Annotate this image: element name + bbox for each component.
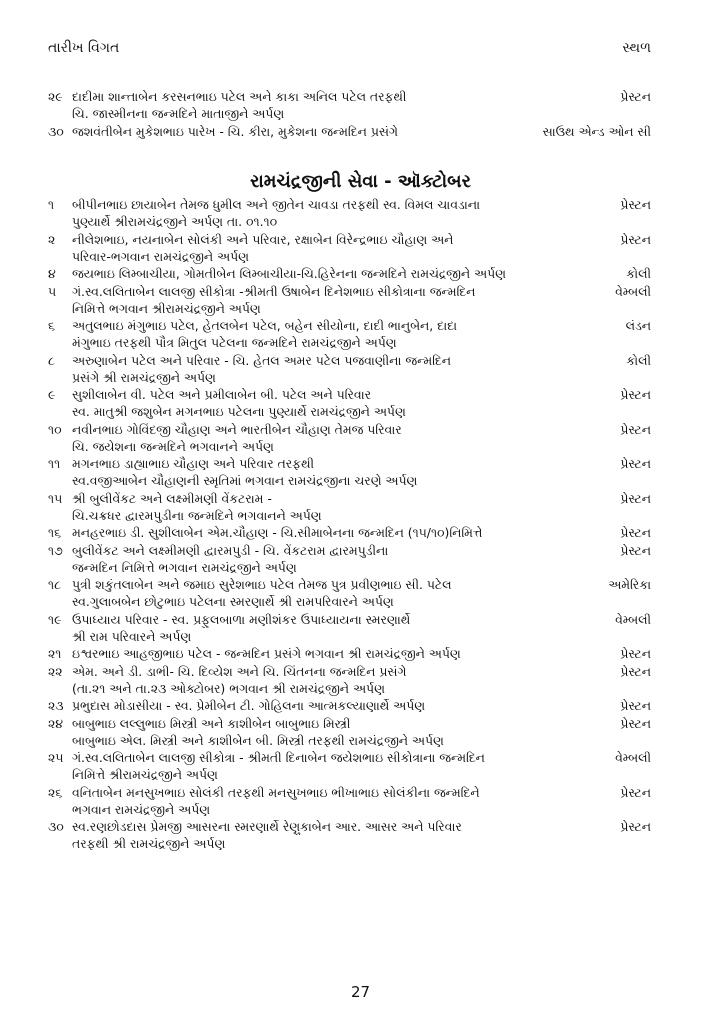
list-item [48,265,651,282]
entry-place: કોલી [626,352,651,368]
entry-place: પ્રેસ્ટન [620,490,651,506]
entry-date: ૧૭ [48,542,63,558]
entry-place: પ્રેસ્ટન [620,421,651,437]
entry-text-continued: ચિ.ચક્રધર દ્વારમપુડીના જન્મદિને ભગવાનને અર્પણ [72,507,322,523]
entry-text-continued: (તા.૨૧ અને તા.૨૩ ઓક્ટોબર) ભગવાન શ્રી રામચંદ્રજીને અર્પણ [72,680,385,696]
entry-place: પ્રેસ્ટન [620,715,651,731]
entry-date: ૩૦ [48,819,64,834]
entry-date: ૫ [48,283,57,299]
entry-date: ૨૫ [48,750,64,765]
entry-text: શ્રી બુલીવેંકટ અને લક્ષ્મીમણી વેંકટરામ - [72,490,272,506]
entry-text: અરુણાબેન પટેલ અને પરિવાર - ચિ. હેતલ અમર પટેલ પજવાણીના જન્મદિન [72,352,452,368]
list-item [48,524,651,541]
entry-date: ૯ [48,387,56,402]
list-item [48,645,651,662]
list-item [48,749,651,783]
date-detail-heading: તારીખ વિગત [48,40,120,56]
entry-text-continued: શ્રી રામ પરિવારને અર્પણ [72,628,192,644]
entry-text-continued: પરિવાર-ભગવાન રામચંદ્રજીને અર્પણ [72,248,249,264]
section-title: રામચંદ્રજીની સેવા - ઑક્ટોબર [250,171,471,192]
entry-date: ૧૬ [48,525,62,540]
entry-date: ૨૨ [48,663,63,679]
entry-text-continued: બાબુભાઇ એલ. મિસ્ત્રી અને કાશીબેન બી. મિસ્ત્રી તરફથી રામચંદ્રજીને અર્પણ [72,732,444,748]
list-item [48,317,651,351]
entry-text-continued: ચિ. જાસ્મીનના જન્મદિને માતાજીને અર્પણ [72,106,285,121]
list-item [48,784,651,818]
entry-place: અમેરિકા [608,577,651,592]
column-header [48,40,651,62]
october-entry-list [48,196,651,853]
list-item [48,611,651,645]
entry-text: સ્વ.રણછોડદાસ પ્રેમજી આસરના સ્મરણાર્થે રેણુકાબેન આર. આસર અને પરિવાર [72,819,462,834]
entry-text: નીલેશભાઇ, નયનાબેન સોલંકી અને પરિવાર, રક્ષાબેન વિરેન્દ્રભાઇ ચૌહાણ અને [72,231,454,247]
entry-text-continued: નિમિત્તે ભગવાન શ્રીરામચંદ્રજીને અર્પણ [72,300,261,316]
list-item [48,576,651,610]
entry-place: વેમ્બલી [615,750,651,765]
entry-place: પ્રેસ્ટન [620,646,651,661]
entry-date: ૧ [48,197,55,212]
top-entry-list [48,88,651,140]
entry-text: સુશીલાબેન વી. પટેલ અને પ્રમીલાબેન બી. પટેલ અને પરિવાર [72,387,372,402]
entry-text-continued: પ્રસંગે શ્રી રામચંદ્રજીને અર્પણ [72,369,216,385]
list-item [48,490,651,524]
list-item [48,196,651,230]
entry-place: લંડન [625,318,651,333]
place-heading: સ્થળ [622,40,651,56]
entry-place: પ્રેસ્ટન [620,231,651,247]
entry-date: ૨ [48,231,56,247]
entry-text: જયભાઇ લિમ્બાચીયા, ગોમતીબેન લિમ્બાચીયા-ચિ.હિરેનના જન્મદિને રામચંદ્રજીને અર્પણ [72,266,506,281]
list-item [48,231,651,265]
entry-text-continued: મંગુભાઇ તરફથી પૌત્ર મિતુલ પટેલના જન્મદિને રામચંદ્રજીને અર્પણ [72,335,397,350]
entry-date: ૨૧ [48,646,62,661]
entry-text: નવીનભાઇ ગોવિંદજી ચૌહાણ અને ભારતીબેન ચૌહાણ તેમજ પરિવાર [72,421,402,437]
entry-date: ૨૪ [48,715,63,731]
entry-place: પ્રેસ્ટન [620,663,651,679]
list-item [48,663,651,697]
entry-date: ૧૯ [48,611,62,627]
entry-text: એમ. અને ડી. ડાભી- ચિ. દિવ્યેશ અને ચિ. ચિંતનના જન્મદિન પ્રસંગે [72,663,407,679]
entry-text: મગનભાઇ ડાહ્યાભાઇ ચૌહાણ અને પરિવાર તરફથી [72,456,315,471]
entry-date: ૪ [48,266,56,281]
entry-text: મનહરભાઇ ડી. સુશીલાબેન એમ.ચૌહાણ - ચિ.સીમાબેનના જન્મદિન (૧૫/૧૦)નિમિત્તે [72,525,483,540]
list-item [48,352,651,386]
entry-text: ગં.સ્વ.લલિતાબેન લાલજી સીકોત્રા -શ્રીમતી ઉષાબેન દિનેશભાઇ સીકોત્રાના જન્મદિન [72,283,476,299]
entry-text-continued: પુણ્યાર્થે શ્રીરામચંદ્રજીને અર્પણ તા. ૦૧.૧૦ [72,214,278,229]
entry-text: પ્રભુદાસ મોડાસીયા - સ્વ. પ્રેમીબેન ટી. ગોહિલના આત્મકલ્યાણાર્થે અર્પણ [72,698,426,713]
entry-place: પ્રેસ્ટન [620,784,651,800]
entry-place: પ્રેસ્ટન [620,542,651,558]
entry-date: ૧૫ [48,490,63,506]
list-item [48,542,651,576]
entry-text-continued: સ્વ. માતુશ્રી જશુબેન મગનભાઇ પટેલના પુણ્યાર્થે રામચંદ્રજીને અર્પણ [72,404,406,419]
entry-place: કોલી [626,266,651,281]
list-item [48,386,651,420]
list-item [48,283,651,317]
entry-date: ૨૬ [48,784,63,800]
entry-place: પ્રેસ્ટન [620,525,651,540]
entry-text: વનિતાબેન મનસુખભાઇ સોલંકી તરફથી મનસુખભાઇ ભીખાભાઇ સોલંકીના જન્મદિને [72,784,480,800]
entry-place: પ્રેસ્ટન [620,456,651,471]
entry-place: પ્રેસ્ટન [620,197,651,212]
entry-text-continued: સ્વ.ગુલાબબેન છોટુભાઇ પટેલના સ્મરણાર્થે શ્રી રામપરિવારને અર્પણ [72,594,394,609]
list-item [48,715,651,749]
entry-place: પ્રેસ્ટન [620,698,651,713]
entry-date: ૬ [48,318,55,333]
entry-text: દાદીમા શાન્તાબેન કરસનભાઇ પટેલ અને કાકા અનિલ પટેલ તરફથી [72,89,407,104]
list-item [48,697,651,714]
list-item [48,421,651,455]
entry-text: અતુલભાઇ મંગુભાઇ પટેલ, હેતલબેન પટેલ, બહેન સીયોના, દાદી ભાનુબેન, દાદા [72,318,458,333]
entry-text-continued: સ્વ.વજીઆબેન ચૌહાણની સ્મૃતિમાં ભગવાન રામચંદ્રજીના ચરણે અર્પણ [72,473,418,488]
list-item [48,88,651,122]
entry-date: ૧૮ [48,577,61,592]
entry-place: પ્રેસ્ટન [620,89,651,104]
entry-text-continued: નિમિત્તે શ્રીરામચંદ્રજીને અર્પણ [72,767,218,782]
entry-text: ગં.સ્વ.લલિતાબેન લાલજી સીકોત્રા - શ્રીમતી દિનાબેન જયેશભાઇ સીકોત્રાના જન્મદિન [72,750,485,765]
entry-text: જશવંતીબેન મુકેશભાઇ પારેખ - ચિ. કીરા, મુકેશના જન્મદિન પ્રસંગે [72,123,398,139]
entry-date: ૧૧ [48,456,61,471]
entry-text-continued: જન્મદિન નિમિત્તે ભગવાન રામચંદ્રજીને અર્પણ [72,559,297,575]
entry-text: ઉપાધ્યાય પરિવાર - સ્વ. પ્રફુલબાળા મણીશંકર ઉપાધ્યાયના સ્મરણાર્થે [72,611,411,627]
entry-place: પ્રેસ્ટન [620,387,651,402]
list-item [48,123,651,140]
entry-text: ઇશ્વરભાઇ આહજીભાઇ પટેલ - જન્મદિન પ્રસંગે ભગવાન શ્રી રામચંદ્રજીને અર્પણ [72,646,461,661]
entry-text: બીપીનભાઇ છાયાબેન તેમજ ધુમીલ અને જીતેન ચાવડા તરફથી સ્વ. વિમલ ચાવડાના [72,197,481,212]
page-number: 27 [350,983,371,1001]
entry-date: ૨૩ [48,698,64,713]
entry-place: પ્રેસ્ટન [620,819,651,834]
entry-text-continued: ભગવાન રામચંદ્રજીને અર્પણ [72,801,211,817]
entry-place: વેમ્બલી [615,611,651,627]
entry-text: બુલીવેંકટ અને લક્ષ્મીમણી દ્વારમપુડી - ચિ. વેંકટરામ દ્વારમપુડીના [72,542,389,558]
entry-date: ૩૦ [48,123,64,139]
entry-text: પુત્રી શકુંતલાબેન અને જમાઇ સુરેશભાઇ પટેલ તેમજ પુત્ર પ્રવીણભાઇ સી. પટેલ [72,577,452,592]
entry-text-continued: ચિ. જયેશના જન્મદિને ભગવાનને અર્પણ [72,438,274,454]
entry-date: ૮ [48,352,55,368]
entry-place: સાઉથ એન્ડ ઓન સી [542,123,651,139]
entry-text: બાબુભાઇ લલ્લુભાઇ મિસ્ત્રી અને કાશીબેન બાબુભાઇ મિસ્ત્રી [72,715,351,731]
list-item [48,455,651,489]
list-item [48,818,651,852]
entry-text-continued: તરફથી શ્રી રામચંદ્રજીને અર્પણ [72,836,226,851]
entry-place: વેમ્બલી [615,283,651,299]
entry-date: ૨૯ [48,89,63,104]
entry-date: ૧૦ [48,421,62,437]
